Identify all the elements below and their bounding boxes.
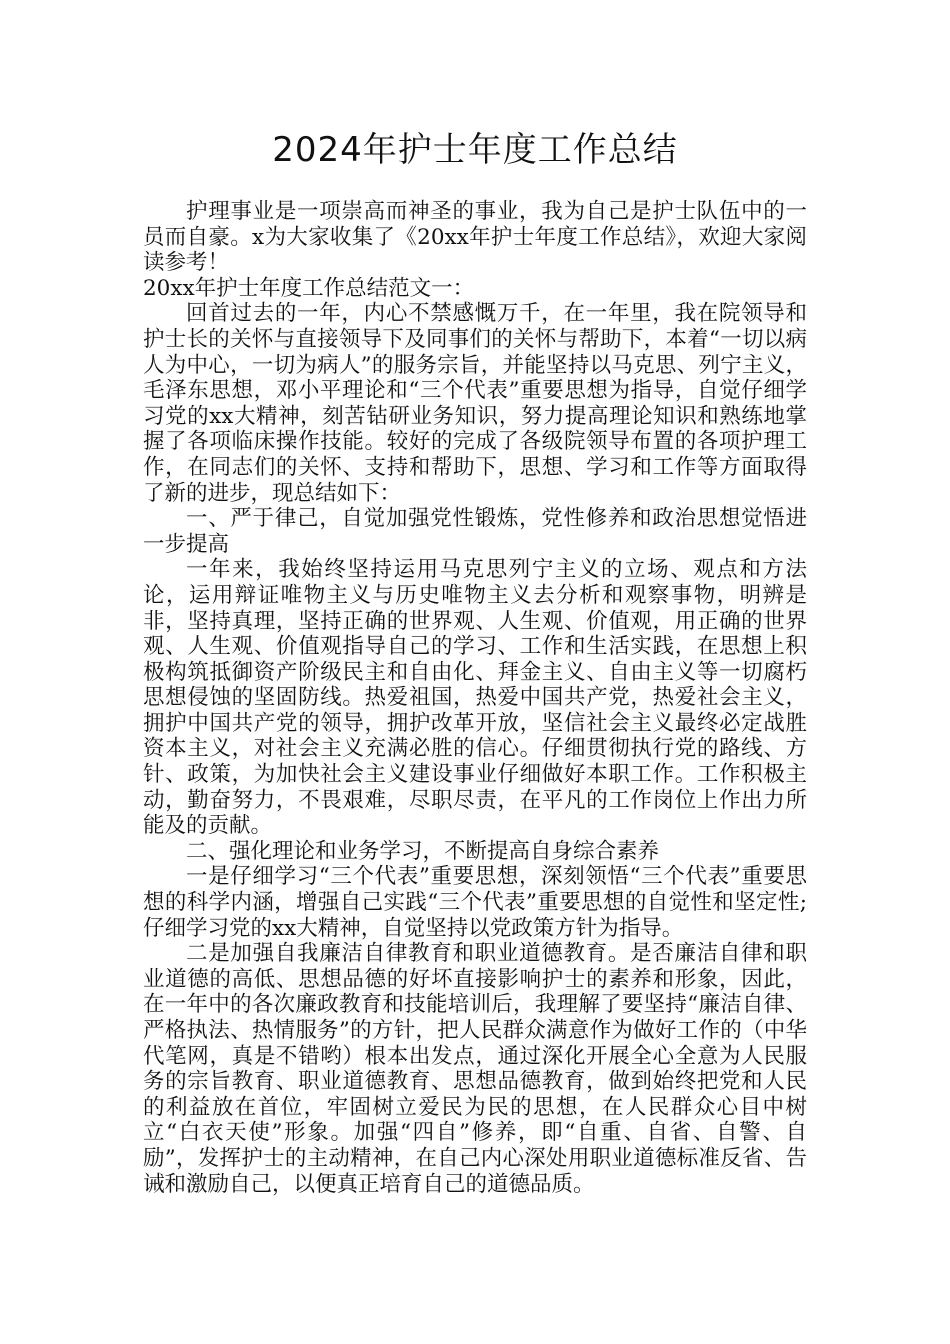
document-title: 2024年护士年度工作总结 <box>272 130 678 170</box>
paragraph-point-2: 二是加强自我廉洁自律教育和职业道德教育。是否廉洁自律和职业道德的高低、思想品德的好坏直接影响护士的素养和形象，因此，在一年中的各次廉政教育和技能培训后，我理解了要坚持“廉洁自律、严格执法、热情服务”的方针，把人民群众满意作为做好工作的（中华代笔网，真是不错哟）根本出发点，通过深化开展全心全意为人民服务的宗旨教育、职业道德教育、思想品德教育，做到始终把党和人民的利益放在首位，牢固树立爱民为民的思想，在人民群众心目中树立“白衣天使”形象。加强“四自”修养，即“自重、自省、自警、自励”，发挥护士的主动精神，在自己内心深处用职业道德标准反省、告诫和激励自己，以便真正培育自己的道德品质。 <box>143 941 807 1197</box>
paragraph-sample-heading: 20xx年护士年度工作总结范文一： <box>143 275 475 301</box>
paragraph-intro: 护理事业是一项崇高而神圣的事业，我为自己是护士队伍中的一员而自豪。x为大家收集了《20xx年护士年度工作总结》，欢迎大家阅读参考！ <box>143 199 807 276</box>
paragraph-point-1: 一是仔细学习“三个代表”重要思想，深刻领悟“三个代表”重要思想的科学内涵，增强自己实践“三个代表”重要思想的自觉性和坚定性;仔细学习党的xx大精神，自觉坚持以党政策方针为指导。 <box>143 864 807 941</box>
paragraph-section-1: 一年来，我始终坚持运用马克思列宁主义的立场、观点和方法论，运用辩证唯物主义与历史唯物主义去分析和观察事物，明辨是非，坚持真理，坚持正确的世界观、人生观、价值观，用正确的世界观、人生观、价值观指导自己的学习、工作和生活实践，在思想上积极构筑抵御资产阶级民主和自由化、拜金主义、自由主义等一切腐朽思想侵蚀的坚固防线。热爱祖国，热爱中国共产党，热爱社会主义，拥护中国共产党的领导，拥护改革开放，坚信社会主义最终必定战胜资本主义，对社会主义充满必胜的信心。仔细贯彻执行党的路线、方针、政策，为加快社会主义建设事业仔细做好本职工作。工作积极主动，勤奋努力，不畏艰难，尽职尽责，在平凡的工作岗位上作出力所能及的贡献。 <box>143 557 807 839</box>
document-body <box>143 199 807 1197</box>
section-heading-1: 一、严于律己，自觉加强党性锻炼，党性修养和政治思想觉悟进一步提高 <box>143 506 807 557</box>
section-heading-2: 二、强化理论和业务学习，不断提高自身综合素养 <box>186 838 660 864</box>
paragraph-review: 回首过去的一年，内心不禁感慨万千，在一年里，我在院领导和护士长的关怀与直接领导下及同事们的关怀与帮助下，本着“一切以病人为中心，一切为病人”的服务宗旨，并能坚持以马克思、列宁主义，毛泽东思想，邓小平理论和“三个代表”重要思想为指导，自觉仔细学习党的xx大精神，刻苦钻研业务知识，努力提高理论知识和熟练地掌握了各项临床操作技能。较好的完成了各级院领导布置的各项护理工作，在同志们的关怀、支持和帮助下，思想、学习和工作等方面取得了新的进步，现总结如下： <box>143 301 807 506</box>
